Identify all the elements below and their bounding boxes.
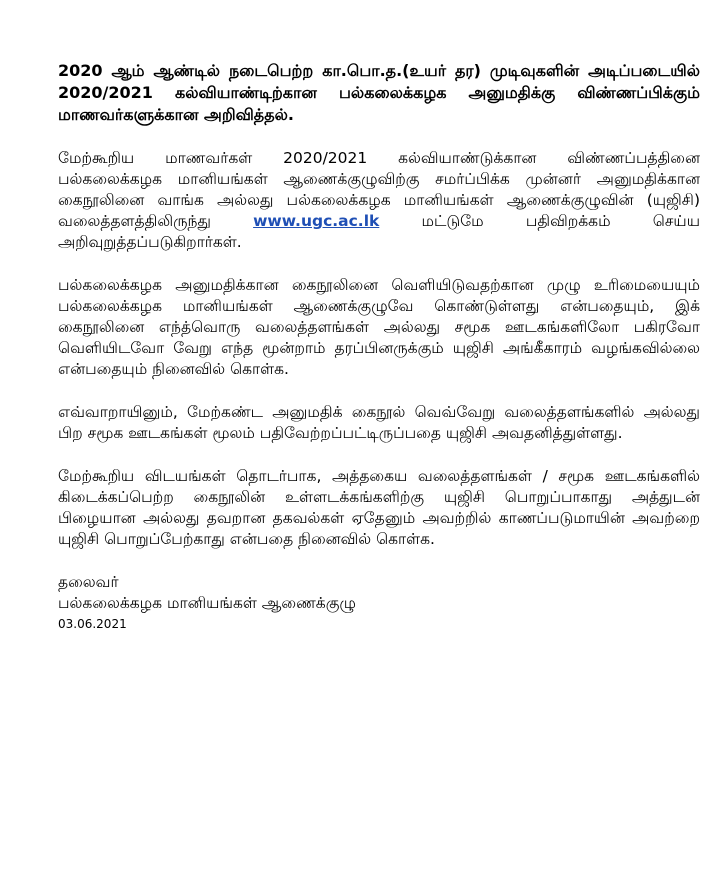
notice-date: 03.06.2021: [58, 617, 127, 631]
signatory-role: தலைவர்: [58, 573, 119, 591]
notice-document: [58, 60, 700, 634]
paragraph-rights: பல்கலைக்கழக அனுமதிக்கான கைநூலினை வெளியிடுவதற்கான முழு உரிமையையும் பல்கலைக்கழக மானியங்கள் ஆணைக்குழுவே கொண்டுள்ளது என்பதையும், இக் கைநூலினை எந்த்வொரு வலைத்தளங்கள் அல்லது சமூக ஊடகங்களிலோ பகிரவோ வெளியிடவோ வேறு எந்த மூன்றாம் தரப்பினருக்கும் யுஜிசி அங்கீகாரம் வழங்கவில்லை என்பதையும் நினைவில் கொள்க.: [58, 276, 700, 378]
paragraph-download-instruction: [58, 148, 700, 253]
ugc-website-link[interactable]: www.ugc.ac.lk: [253, 212, 380, 230]
signatory-organization: பல்கலைக்கழக மானியங்கள் ஆணைக்குழு: [58, 594, 356, 612]
signature-block: [58, 572, 700, 634]
notice-title: 2020 ஆம் ஆண்டில் நடைபெற்ற கா.பொ.த.(உயர் தர) முடிவுகளின் அடிப்படையில் 2020/2021 கல்வியாண்டிற்கான பல்கலைக்கழக அனுமதிக்கு விண்ணப்பிக்கும் மாணவர்களுக்கான அறிவித்தல்.: [58, 61, 700, 124]
paragraph-text: மேற்கூறிய மாணவர்கள் 2020/2021 கல்வியாண்டுக்கான விண்ணப்பத்தினை பல்கலைக்கழக மானியங்கள் ஆணைக்குழுவிற்கு சமர்ப்பிக்க முன்னர் அனுமதிக்கான கைநூலினை வாங்க அல்லது பல்கலைக்கழக மானியங்கள் ஆணைக்குழுவின் (யுஜிசி) வலைத்தளத்திலிருந்து: [58, 149, 700, 230]
paragraph-text: மட்டுமே பதிவிறக்கம் செய்ய அறிவுறுத்தப்படுகிறார்கள்.: [58, 212, 700, 251]
paragraph-observation: எவ்வாறாயினும், மேற்கண்ட அனுமதிக் கைநூல் வெவ்வேறு வலைத்தளங்களில் அல்லது பிற சமூக ஊடகங்கள் மூலம் பதிவேற்றப்பட்டிருப்பதை யுஜிசி அவதனித்துள்ளது.: [58, 403, 700, 442]
paragraph-disclaimer: மேற்கூறிய விடயங்கள் தொடர்பாக, அத்தகைய வலைத்தளங்கள் / சமூக ஊடகங்களில் கிடைக்கப்பெற்ற கைநூலின் உள்ளடக்கங்களிற்கு யுஜிசி பொறுப்பாகாது அத்துடன் பிழையான அல்லது தவறான தகவல்கள் ஏதேனும் அவற்றில் காணப்படுமாயின் அவற்றை யுஜிசி பொறுப்பேற்காது என்பதை நினைவில் கொள்க.: [58, 467, 700, 548]
